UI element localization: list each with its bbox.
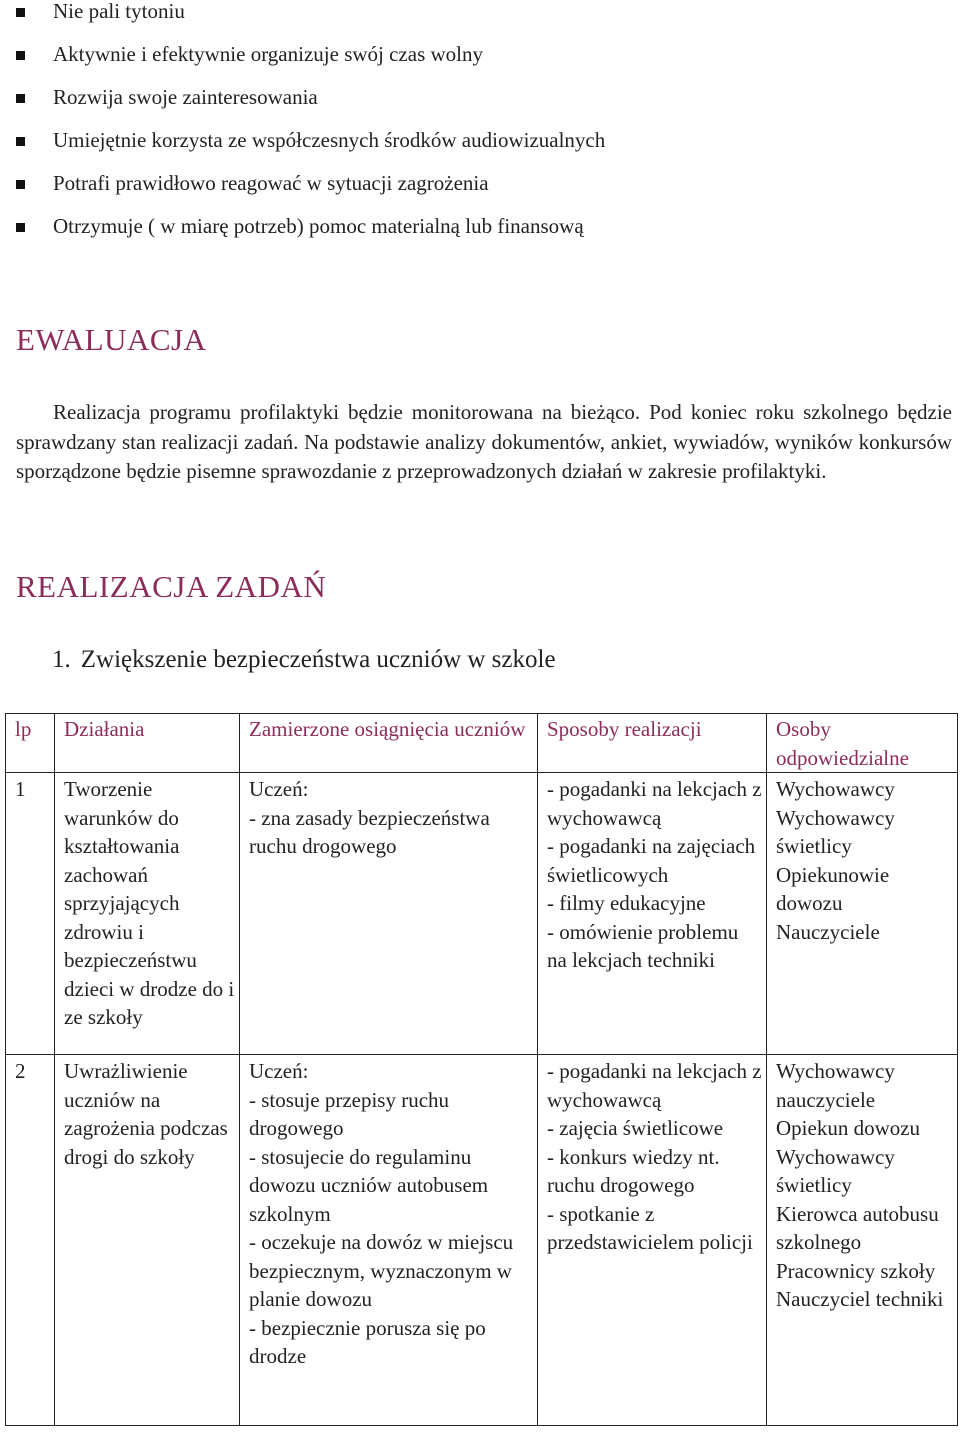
header-methods: Sposoby realizacji [538,714,767,773]
cell-actions: Tworzenie warunków do kształtowania zachowań sprzyjających zdrowiu i bezpieczeństwu dzieci w drodze do i ze szkoły [55,773,240,1055]
cell-methods: - pogadanki na lekcjach z wychowawcą - zajęcia świetlicowe - konkurs wiedzy nt. ruchu drogowego - spotkanie z przedstawicielem policji [538,1055,767,1426]
table-row [6,1055,958,1426]
table-header-row [6,714,958,773]
cell-lp: 1 [6,773,55,1055]
section-number: 1. [52,646,71,673]
square-bullet-icon [16,8,25,17]
cell-responsible: Wychowawcy nauczyciele Opiekun dowozu Wychowawcy świetlicy Kierowca autobusu szkolnego Pracownicy szkoły Nauczyciel techniki [767,1055,958,1426]
square-bullet-icon [16,94,25,103]
square-bullet-icon [16,180,25,189]
table-row [6,773,958,1055]
tasks-heading: REALIZACJA ZADAŃ [16,569,327,604]
cell-goals: Uczeń: - stosuje przepisy ruchu drogowego - stosujecie do regulaminu dowozu uczniów autobusem szkolnym - oczekuje na dowóz w miejscu bezpiecznym, wyznaczonym w planie dowozu - bezpiecznie porusza się po drodze [240,1055,538,1426]
cell-actions: Uwrażliwienie uczniów na zagrożenia podczas drogi do szkoły [55,1055,240,1426]
cell-methods: - pogadanki na lekcjach z wychowawcą - pogadanki na zajęciach świetlicowych - filmy edukacyjne - omówienie problemu na lekcjach techniki [538,773,767,1055]
evaluation-heading: EWALUACJA [16,322,207,357]
square-bullet-icon [16,137,25,146]
header-lp: lp [6,714,55,773]
cell-lp: 2 [6,1055,55,1426]
cell-goals: Uczeń: - zna zasady bezpieczeństwa ruchu drogowego [240,773,538,1055]
header-responsible: Osoby odpowiedzialne [767,714,958,773]
section-title: 1. Zwiększenie bezpieczeństwa uczniów w szkole [52,646,556,673]
square-bullet-icon [16,223,25,232]
header-actions: Działania [55,714,240,773]
cell-responsible: Wychowawcy Wychowawcy świetlicy Opiekunowie dowozu Nauczyciele [767,773,958,1055]
tasks-table [5,713,958,1426]
evaluation-paragraph: Realizacja programu profilaktyki będzie monitorowana na bieżąco. Pod koniec roku szkolnego będzie sprawdzany stan realizacji zadań. Na podstawie analizy dokumentów, ankiet, wywiadów, wyników konkursów sporządzone będzie pisemne sprawozdanie z przeprowadzonych działań w zakresie profilaktyki. [16,400,952,483]
header-goals: Zamierzone osiągnięcia uczniów [240,714,538,773]
square-bullet-icon [16,51,25,60]
